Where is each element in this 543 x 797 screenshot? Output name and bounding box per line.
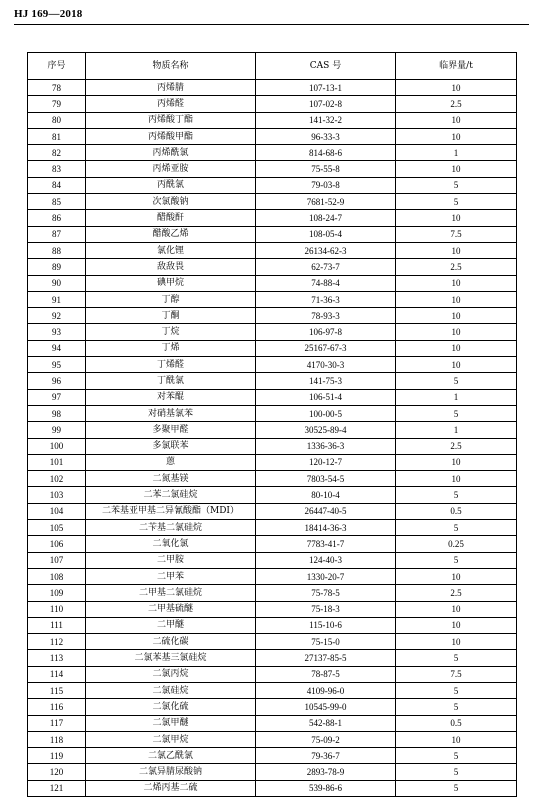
serial-cell: 104 bbox=[28, 503, 86, 519]
serial-cell: 78 bbox=[28, 80, 86, 96]
table-row bbox=[28, 422, 517, 438]
serial-cell: 107 bbox=[28, 552, 86, 568]
cas-cell: 4109-96-0 bbox=[256, 682, 396, 698]
cas-cell: 75-18-3 bbox=[256, 601, 396, 617]
cas-cell: 115-10-6 bbox=[256, 617, 396, 633]
document-code: HJ 169—2018 bbox=[14, 8, 83, 20]
table-row bbox=[28, 161, 517, 177]
threshold-cell: 10 bbox=[396, 324, 517, 340]
substance-name-cell: 碘甲烷 bbox=[86, 275, 256, 291]
threshold-cell: 5 bbox=[396, 177, 517, 193]
threshold-cell: 5 bbox=[396, 699, 517, 715]
serial-cell: 88 bbox=[28, 242, 86, 258]
table-row bbox=[28, 340, 517, 356]
threshold-cell: 10 bbox=[396, 731, 517, 747]
serial-cell: 101 bbox=[28, 454, 86, 470]
substance-name-cell: 二氯甲烷 bbox=[86, 731, 256, 747]
substance-name-cell: 二硫化碳 bbox=[86, 634, 256, 650]
threshold-cell: 5 bbox=[396, 487, 517, 503]
table-row bbox=[28, 764, 517, 780]
cas-cell: 80-10-4 bbox=[256, 487, 396, 503]
column-header-cas: CAS 号 bbox=[256, 53, 396, 80]
serial-cell: 91 bbox=[28, 291, 86, 307]
table-row bbox=[28, 682, 517, 698]
substance-name-cell: 丁醇 bbox=[86, 291, 256, 307]
substance-name-cell: 次氯酸钠 bbox=[86, 194, 256, 210]
substance-name-cell: 二甲基二氯硅烷 bbox=[86, 585, 256, 601]
substance-name-cell: 多聚甲醛 bbox=[86, 422, 256, 438]
table-row bbox=[28, 454, 517, 470]
table-row bbox=[28, 536, 517, 552]
cas-cell: 107-13-1 bbox=[256, 80, 396, 96]
table-row bbox=[28, 242, 517, 258]
cas-cell: 7681-52-9 bbox=[256, 194, 396, 210]
substance-name-cell: 多氯联苯 bbox=[86, 438, 256, 454]
cas-cell: 75-55-8 bbox=[256, 161, 396, 177]
header-row bbox=[28, 53, 517, 80]
cas-cell: 71-36-3 bbox=[256, 291, 396, 307]
substance-name-cell: 丙烯酰氯 bbox=[86, 145, 256, 161]
table-row bbox=[28, 210, 517, 226]
cas-cell: 2893-78-9 bbox=[256, 764, 396, 780]
table-row bbox=[28, 520, 517, 536]
substance-name-cell: 丙烯腈 bbox=[86, 80, 256, 96]
table-row bbox=[28, 585, 517, 601]
substance-name-cell: 二氮基镁 bbox=[86, 471, 256, 487]
serial-cell: 110 bbox=[28, 601, 86, 617]
substance-name-cell: 丁烯 bbox=[86, 340, 256, 356]
substance-name-cell: 二氧化氯 bbox=[86, 536, 256, 552]
substance-name-cell: 二烯丙基二硫 bbox=[86, 780, 256, 796]
table-row bbox=[28, 601, 517, 617]
table-row bbox=[28, 275, 517, 291]
threshold-cell: 5 bbox=[396, 194, 517, 210]
substance-name-cell: 敌敌畏 bbox=[86, 259, 256, 275]
serial-cell: 121 bbox=[28, 780, 86, 796]
substance-name-cell: 氯化锂 bbox=[86, 242, 256, 258]
serial-cell: 85 bbox=[28, 194, 86, 210]
column-header-substance-name: 物质名称 bbox=[86, 53, 256, 80]
cas-cell: 120-12-7 bbox=[256, 454, 396, 470]
cas-cell: 108-24-7 bbox=[256, 210, 396, 226]
cas-cell: 78-87-5 bbox=[256, 666, 396, 682]
cas-cell: 26447-40-5 bbox=[256, 503, 396, 519]
hazardous-substance-table bbox=[27, 52, 517, 797]
cas-cell: 74-88-4 bbox=[256, 275, 396, 291]
table-row bbox=[28, 324, 517, 340]
serial-cell: 102 bbox=[28, 471, 86, 487]
threshold-cell: 10 bbox=[396, 634, 517, 650]
threshold-cell: 2.5 bbox=[396, 585, 517, 601]
threshold-cell: 0.25 bbox=[396, 536, 517, 552]
header-rule bbox=[14, 24, 529, 25]
substance-name-cell: 二氯甲醚 bbox=[86, 715, 256, 731]
table-row bbox=[28, 96, 517, 112]
substance-name-cell: 丙烯亚胺 bbox=[86, 161, 256, 177]
table-row bbox=[28, 405, 517, 421]
table-row bbox=[28, 617, 517, 633]
substance-name-cell: 二氯乙酰氯 bbox=[86, 748, 256, 764]
substance-name-cell: 丁酮 bbox=[86, 308, 256, 324]
threshold-cell: 2.5 bbox=[396, 96, 517, 112]
threshold-cell: 1 bbox=[396, 422, 517, 438]
table-row bbox=[28, 128, 517, 144]
table-row bbox=[28, 487, 517, 503]
table-row bbox=[28, 666, 517, 682]
cas-cell: 1330-20-7 bbox=[256, 568, 396, 584]
cas-cell: 96-33-3 bbox=[256, 128, 396, 144]
cas-cell: 62-73-7 bbox=[256, 259, 396, 275]
cas-cell: 10545-99-0 bbox=[256, 699, 396, 715]
threshold-cell: 10 bbox=[396, 210, 517, 226]
cas-cell: 79-03-8 bbox=[256, 177, 396, 193]
substance-name-cell: 二氯丙烷 bbox=[86, 666, 256, 682]
threshold-cell: 0.5 bbox=[396, 503, 517, 519]
substance-name-cell: 二甲胺 bbox=[86, 552, 256, 568]
cas-cell: 141-75-3 bbox=[256, 373, 396, 389]
threshold-cell: 7.5 bbox=[396, 666, 517, 682]
serial-cell: 105 bbox=[28, 520, 86, 536]
substance-name-cell: 醋酸乙烯 bbox=[86, 226, 256, 242]
threshold-cell: 2.5 bbox=[396, 438, 517, 454]
cas-cell: 79-36-7 bbox=[256, 748, 396, 764]
table-row bbox=[28, 373, 517, 389]
serial-cell: 100 bbox=[28, 438, 86, 454]
threshold-cell: 5 bbox=[396, 748, 517, 764]
substance-name-cell: 丙酰氯 bbox=[86, 177, 256, 193]
table-row bbox=[28, 112, 517, 128]
serial-cell: 83 bbox=[28, 161, 86, 177]
serial-cell: 80 bbox=[28, 112, 86, 128]
table-row bbox=[28, 259, 517, 275]
threshold-cell: 10 bbox=[396, 357, 517, 373]
serial-cell: 108 bbox=[28, 568, 86, 584]
table-row bbox=[28, 471, 517, 487]
threshold-cell: 5 bbox=[396, 373, 517, 389]
substance-name-cell: 丁酰氯 bbox=[86, 373, 256, 389]
substance-name-cell: 二氯硅烷 bbox=[86, 682, 256, 698]
threshold-cell: 1 bbox=[396, 389, 517, 405]
serial-cell: 109 bbox=[28, 585, 86, 601]
serial-cell: 94 bbox=[28, 340, 86, 356]
cas-cell: 107-02-8 bbox=[256, 96, 396, 112]
threshold-cell: 5 bbox=[396, 780, 517, 796]
cas-cell: 75-09-2 bbox=[256, 731, 396, 747]
cas-cell: 100-00-5 bbox=[256, 405, 396, 421]
cas-cell: 75-78-5 bbox=[256, 585, 396, 601]
threshold-cell: 10 bbox=[396, 601, 517, 617]
threshold-cell: 5 bbox=[396, 552, 517, 568]
serial-cell: 82 bbox=[28, 145, 86, 161]
table-row bbox=[28, 568, 517, 584]
serial-cell: 103 bbox=[28, 487, 86, 503]
threshold-cell: 10 bbox=[396, 617, 517, 633]
substance-name-cell: 二甲苯 bbox=[86, 568, 256, 584]
serial-cell: 98 bbox=[28, 405, 86, 421]
serial-cell: 96 bbox=[28, 373, 86, 389]
cas-cell: 141-32-2 bbox=[256, 112, 396, 128]
threshold-cell: 10 bbox=[396, 112, 517, 128]
cas-cell: 75-15-0 bbox=[256, 634, 396, 650]
cas-cell: 814-68-6 bbox=[256, 145, 396, 161]
cas-cell: 108-05-4 bbox=[256, 226, 396, 242]
serial-cell: 95 bbox=[28, 357, 86, 373]
threshold-cell: 10 bbox=[396, 454, 517, 470]
table-row bbox=[28, 291, 517, 307]
serial-cell: 106 bbox=[28, 536, 86, 552]
table-row bbox=[28, 145, 517, 161]
substance-name-cell: 蒽 bbox=[86, 454, 256, 470]
cas-cell: 7783-41-7 bbox=[256, 536, 396, 552]
table-row bbox=[28, 748, 517, 764]
substance-name-cell: 二苄基二氯硅烷 bbox=[86, 520, 256, 536]
table-row bbox=[28, 503, 517, 519]
substance-name-cell: 二苯二氯硅烷 bbox=[86, 487, 256, 503]
serial-cell: 93 bbox=[28, 324, 86, 340]
cas-cell: 26134-62-3 bbox=[256, 242, 396, 258]
substance-name-cell: 二氯异腈尿酸钠 bbox=[86, 764, 256, 780]
column-header-serial: 序号 bbox=[28, 53, 86, 80]
serial-cell: 114 bbox=[28, 666, 86, 682]
table-row bbox=[28, 357, 517, 373]
table-row bbox=[28, 194, 517, 210]
cas-cell: 18414-36-3 bbox=[256, 520, 396, 536]
threshold-cell: 1 bbox=[396, 145, 517, 161]
serial-cell: 86 bbox=[28, 210, 86, 226]
substance-name-cell: 丙烯酸甲酯 bbox=[86, 128, 256, 144]
table-row bbox=[28, 699, 517, 715]
threshold-cell: 7.5 bbox=[396, 226, 517, 242]
substance-name-cell: 对苯醌 bbox=[86, 389, 256, 405]
cas-cell: 1336-36-3 bbox=[256, 438, 396, 454]
threshold-cell: 10 bbox=[396, 340, 517, 356]
cas-cell: 4170-30-3 bbox=[256, 357, 396, 373]
substance-name-cell: 二氯苯基三氯硅烷 bbox=[86, 650, 256, 666]
substance-name-cell: 丙烯酸丁酯 bbox=[86, 112, 256, 128]
serial-cell: 84 bbox=[28, 177, 86, 193]
cas-cell: 27137-85-5 bbox=[256, 650, 396, 666]
substance-name-cell: 醋酸酐 bbox=[86, 210, 256, 226]
serial-cell: 97 bbox=[28, 389, 86, 405]
cas-cell: 539-86-6 bbox=[256, 780, 396, 796]
threshold-cell: 10 bbox=[396, 161, 517, 177]
substance-name-cell: 丁烷 bbox=[86, 324, 256, 340]
cas-cell: 124-40-3 bbox=[256, 552, 396, 568]
serial-cell: 116 bbox=[28, 699, 86, 715]
table-header bbox=[28, 53, 517, 80]
threshold-cell: 5 bbox=[396, 520, 517, 536]
threshold-cell: 5 bbox=[396, 405, 517, 421]
serial-cell: 119 bbox=[28, 748, 86, 764]
serial-cell: 90 bbox=[28, 275, 86, 291]
threshold-cell: 10 bbox=[396, 128, 517, 144]
table-row bbox=[28, 634, 517, 650]
substance-name-cell: 丙烯醛 bbox=[86, 96, 256, 112]
table-row bbox=[28, 715, 517, 731]
cas-cell: 30525-89-4 bbox=[256, 422, 396, 438]
table-row bbox=[28, 389, 517, 405]
threshold-cell: 2.5 bbox=[396, 259, 517, 275]
serial-cell: 120 bbox=[28, 764, 86, 780]
serial-cell: 112 bbox=[28, 634, 86, 650]
threshold-cell: 10 bbox=[396, 308, 517, 324]
threshold-cell: 5 bbox=[396, 764, 517, 780]
threshold-cell: 10 bbox=[396, 471, 517, 487]
substance-name-cell: 丁烯醛 bbox=[86, 357, 256, 373]
serial-cell: 118 bbox=[28, 731, 86, 747]
serial-cell: 113 bbox=[28, 650, 86, 666]
cas-cell: 106-51-4 bbox=[256, 389, 396, 405]
substance-name-cell: 二甲基硫醚 bbox=[86, 601, 256, 617]
column-header-threshold: 临界量/t bbox=[396, 53, 517, 80]
cas-cell: 542-88-1 bbox=[256, 715, 396, 731]
serial-cell: 99 bbox=[28, 422, 86, 438]
cas-cell: 78-93-3 bbox=[256, 308, 396, 324]
table-row bbox=[28, 177, 517, 193]
cas-cell: 106-97-8 bbox=[256, 324, 396, 340]
serial-cell: 79 bbox=[28, 96, 86, 112]
table-body bbox=[28, 80, 517, 797]
serial-cell: 111 bbox=[28, 617, 86, 633]
threshold-cell: 5 bbox=[396, 682, 517, 698]
substance-name-cell: 二甲醚 bbox=[86, 617, 256, 633]
table-row bbox=[28, 731, 517, 747]
serial-cell: 87 bbox=[28, 226, 86, 242]
serial-cell: 89 bbox=[28, 259, 86, 275]
threshold-cell: 10 bbox=[396, 242, 517, 258]
threshold-cell: 10 bbox=[396, 80, 517, 96]
serial-cell: 81 bbox=[28, 128, 86, 144]
cas-cell: 25167-67-3 bbox=[256, 340, 396, 356]
table-row bbox=[28, 80, 517, 96]
threshold-cell: 10 bbox=[396, 568, 517, 584]
threshold-cell: 0.5 bbox=[396, 715, 517, 731]
threshold-cell: 10 bbox=[396, 291, 517, 307]
table-row bbox=[28, 650, 517, 666]
serial-cell: 115 bbox=[28, 682, 86, 698]
substance-name-cell: 对硝基氯苯 bbox=[86, 405, 256, 421]
serial-cell: 117 bbox=[28, 715, 86, 731]
threshold-cell: 5 bbox=[396, 650, 517, 666]
table-row bbox=[28, 226, 517, 242]
threshold-cell: 10 bbox=[396, 275, 517, 291]
substance-name-cell: 二氯化硫 bbox=[86, 699, 256, 715]
table-row bbox=[28, 308, 517, 324]
table-row bbox=[28, 552, 517, 568]
table-row bbox=[28, 780, 517, 796]
table-row bbox=[28, 438, 517, 454]
serial-cell: 92 bbox=[28, 308, 86, 324]
substance-name-cell: 二苯基亚甲基二异氰酸酯（MDI） bbox=[86, 503, 256, 519]
cas-cell: 7803-54-5 bbox=[256, 471, 396, 487]
